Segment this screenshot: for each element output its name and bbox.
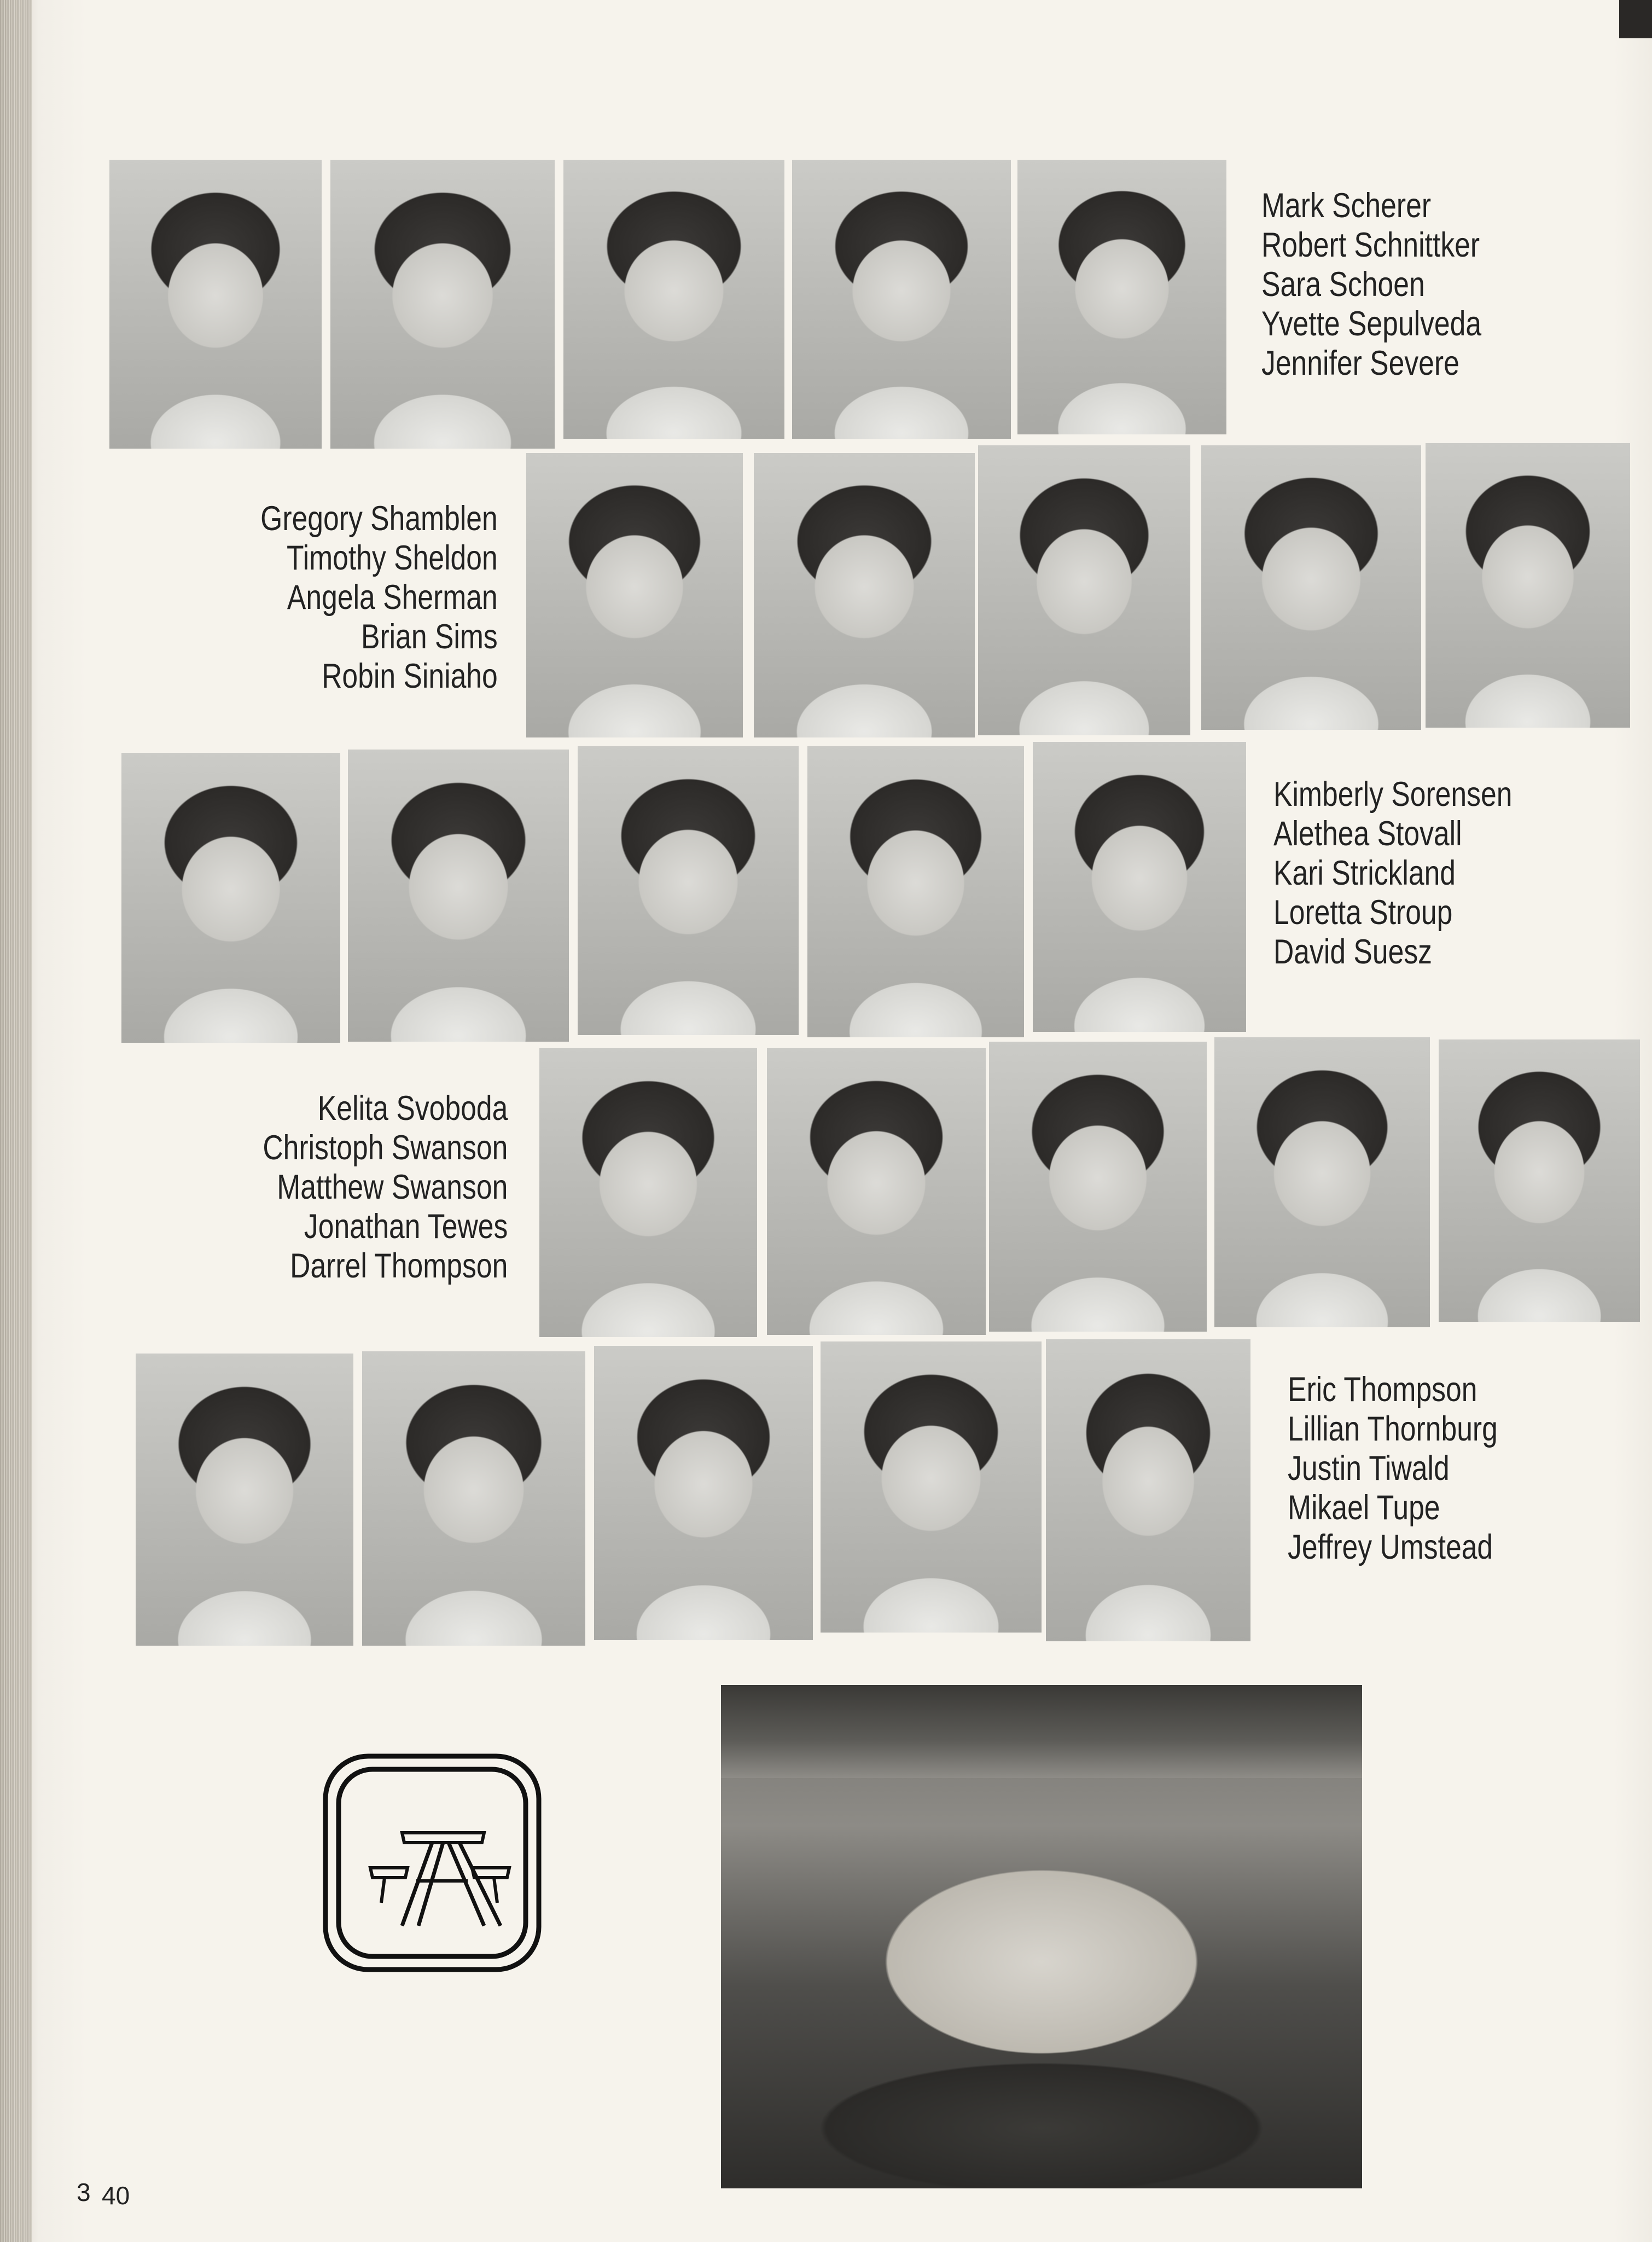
student-portrait: [594, 1346, 813, 1640]
student-name: Alethea Stovall: [1273, 815, 1462, 853]
student-portrait: [1046, 1339, 1250, 1641]
picnic-photo-trees: [721, 1685, 1362, 1778]
student-name: Sara Schoen: [1261, 265, 1425, 304]
student-portrait: [563, 160, 784, 439]
student-name: Kelita Svoboda: [317, 1089, 508, 1128]
student-portrait: [109, 160, 322, 449]
picnic-table-icon: [320, 1751, 544, 1975]
student-name: Lillian Thornburg: [1288, 1410, 1498, 1448]
name-list: [260, 499, 498, 696]
name-list: [1273, 775, 1512, 972]
student-portrait: [1017, 160, 1226, 434]
student-portrait: [578, 746, 799, 1035]
student-name: Christoph Swanson: [263, 1129, 508, 1167]
student-portrait: [821, 1341, 1042, 1633]
student-name: Justin Tiwald: [1288, 1449, 1450, 1488]
name-list: [263, 1089, 508, 1286]
student-portrait: [348, 750, 569, 1042]
student-name: Eric Thompson: [1288, 1370, 1478, 1409]
student-name: Jonathan Tewes: [304, 1207, 508, 1246]
student-name: Kari Strickland: [1273, 854, 1456, 892]
student-name: Angela Sherman: [287, 578, 498, 617]
scan-corner: [1619, 0, 1652, 38]
student-portrait: [1439, 1039, 1640, 1322]
student-portrait: [362, 1351, 585, 1646]
student-name: Brian Sims: [361, 618, 498, 656]
student-portrait: [136, 1354, 353, 1646]
student-name: David Suesz: [1273, 933, 1433, 971]
student-portrait: [526, 453, 743, 737]
student-portrait: [1214, 1037, 1430, 1327]
student-portrait: [978, 445, 1190, 735]
student-name: Yvette Sepulveda: [1261, 305, 1482, 343]
student-name: Matthew Swanson: [276, 1168, 508, 1206]
student-portrait: [1426, 443, 1630, 728]
name-list: [1288, 1370, 1498, 1567]
student-portrait: [1033, 742, 1246, 1032]
student-portrait: [792, 160, 1011, 439]
page-binding: [0, 0, 32, 2242]
student-name: Kimberly Sorensen: [1273, 775, 1513, 814]
name-list: [1261, 186, 1481, 383]
student-portrait: [807, 746, 1024, 1037]
student-name: Darrel Thompson: [289, 1247, 508, 1285]
student-portrait: [1201, 445, 1421, 730]
student-name: Mikael Tupe: [1288, 1489, 1440, 1527]
student-portrait: [767, 1048, 986, 1335]
page-number: 40: [102, 2181, 130, 2210]
student-name: Jennifer Severe: [1261, 344, 1459, 382]
student-name: Gregory Shamblen: [260, 499, 498, 538]
student-portrait: [754, 453, 975, 737]
student-portrait: [989, 1042, 1207, 1332]
student-name: Jeffrey Umstead: [1288, 1528, 1493, 1566]
student-portrait: [539, 1048, 757, 1337]
picnic-photo: [721, 1685, 1362, 2188]
student-name: Mark Scherer: [1261, 187, 1432, 225]
student-name: Robin Siniaho: [322, 657, 498, 695]
student-name: Robert Schnittker: [1261, 226, 1480, 264]
adjacent-page-number: 3: [77, 2178, 91, 2206]
student-name: Loretta Stroup: [1273, 893, 1453, 932]
student-name: Timothy Sheldon: [287, 539, 498, 577]
student-portrait: [121, 753, 340, 1043]
student-portrait: [330, 160, 555, 449]
